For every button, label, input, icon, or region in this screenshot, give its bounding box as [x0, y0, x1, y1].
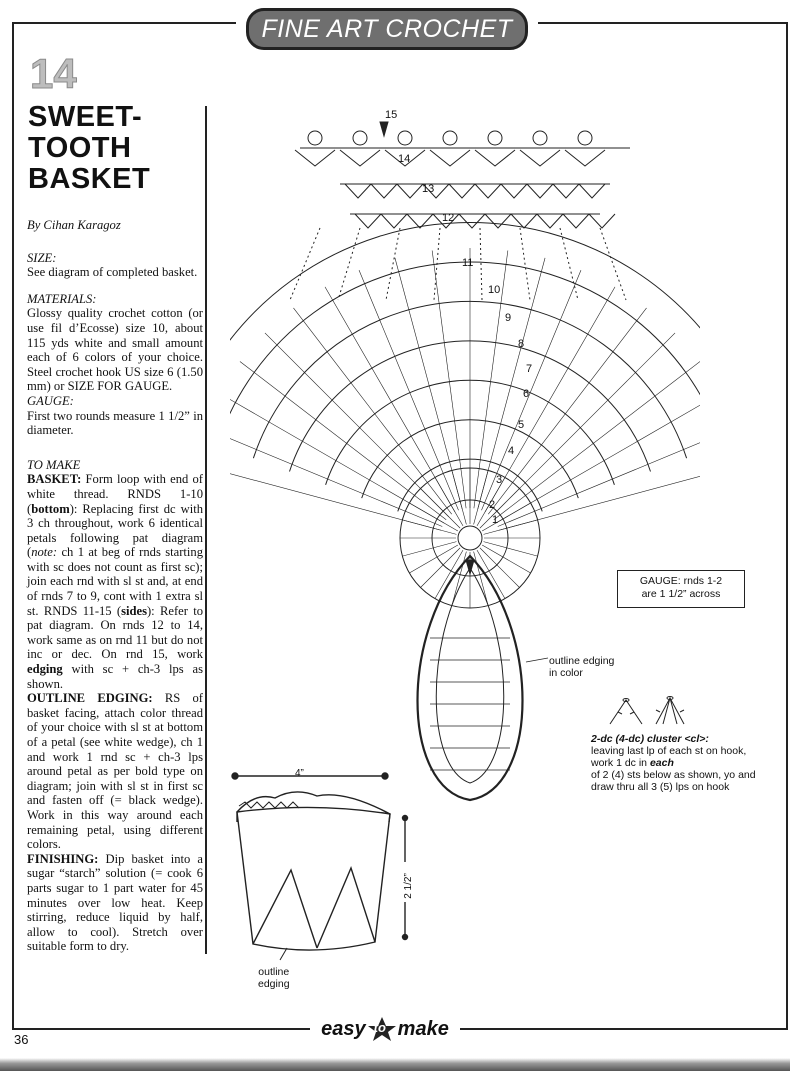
spoke [359, 270, 458, 510]
round-number-label: 8 [518, 338, 525, 350]
footer-rule-left [205, 1028, 305, 1030]
zigzag [381, 214, 407, 228]
cluster-2dc-symbol [610, 700, 642, 724]
round-number-label: 1 [492, 514, 499, 526]
picot [578, 131, 592, 145]
round-number-label: 5 [518, 419, 525, 431]
title-line: BASKET [28, 163, 151, 195]
spoke [432, 250, 466, 508]
zigzag [407, 214, 433, 228]
callout-leader [526, 658, 548, 662]
round-number-label: 12 [442, 212, 455, 224]
header-banner-text: FINE ART CROCHET [261, 14, 513, 43]
scallop [475, 150, 515, 166]
cluster-line: of 2 (4) sts below as shown, yo and draw thru all 3 (5) lps on hook [591, 769, 756, 793]
scallop [430, 150, 470, 166]
picot [398, 131, 412, 145]
basket-wedges [253, 868, 375, 948]
text-run: ): Refer to pat diagram. On rnds 12 to 14, work same as on rnd 11 but do not inc or dec. On rnd 15, work [27, 603, 203, 662]
zigzag [475, 184, 501, 198]
outline-callout [549, 655, 614, 679]
logo-text: easy [321, 1017, 366, 1040]
size-heading: SIZE: [27, 250, 57, 265]
materials-text: Glossy quality crochet cotton (or use fil d’Ecosse) size 10, about 115 yds white and small amount each of 6 colors of your choice. Steel crochet hook US size 6 (1.50 mm) or SIZE FOR GAUGE. [27, 306, 203, 394]
scallop [340, 150, 380, 166]
zigzag [485, 214, 511, 228]
zigzag [527, 184, 553, 198]
round-number-label: 13 [422, 183, 435, 195]
text-run: RS of basket facing, attach color thread of your choice with sl st at bottom of a petal (see white wedge), ch 1 and work 1 rnd sc + ch-3 lps around petal as per bold type on diagram; join with sl st in first sc and fasten off (= black wedge). Work in this way around each remaining petal, using different colors. [27, 691, 203, 852]
gauge-box [617, 570, 745, 608]
picot [443, 131, 457, 145]
center-spoke [480, 489, 520, 529]
round-number-label: 7 [526, 363, 533, 375]
easy-to-make-logo [310, 1014, 460, 1044]
title-line: TOOTH [28, 132, 132, 164]
finishing-paragraph [27, 852, 203, 954]
size-text: See diagram of completed basket. [27, 265, 198, 280]
zigzag [449, 184, 475, 198]
zigzag [355, 214, 381, 228]
connector [480, 228, 482, 300]
spoke [240, 361, 446, 519]
basket-width-label: 4” [295, 768, 304, 779]
pattern-number: 14 [30, 50, 77, 97]
text-run: leaving last lp of each st on hook, work 1 dc in [591, 745, 747, 769]
center-spoke [402, 520, 456, 534]
outline-label: OUTLINE EDGING: [27, 691, 153, 706]
round-number-label: 11 [462, 257, 474, 269]
pattern-title [28, 102, 150, 195]
spoke [498, 427, 700, 526]
picot [308, 131, 322, 145]
round-number-label: 2 [489, 499, 496, 511]
zigzag [589, 214, 615, 228]
center-spoke [402, 542, 456, 556]
round-number-label: 4 [508, 445, 515, 457]
zigzag [459, 214, 485, 228]
center-spoke [421, 489, 461, 529]
spoke [488, 308, 646, 514]
round-arc [230, 223, 700, 432]
black-wedge [380, 122, 388, 136]
picot [488, 131, 502, 145]
text-run: ): Replacing first dc with 3 ch throughout, work 6 identical petals following pat diagram ( [27, 501, 203, 560]
column-divider [205, 106, 207, 954]
scallop [295, 150, 335, 166]
basket-label: BASKET: [27, 472, 82, 487]
outline-paragraph [27, 691, 203, 852]
round-number-label: 10 [488, 284, 501, 296]
star-icon [367, 1016, 397, 1042]
center-ring [458, 526, 482, 550]
label-line: edging [258, 978, 290, 990]
connector [338, 228, 360, 300]
picot [353, 131, 367, 145]
header-banner [246, 8, 528, 50]
connector [520, 228, 530, 300]
round-number-label: 3 [496, 474, 503, 486]
basket-drawing [225, 762, 425, 992]
center-spoke [474, 470, 488, 524]
basket-outline-label [258, 966, 290, 990]
spoke [293, 308, 451, 514]
center-spoke [421, 548, 461, 588]
text-run: note: [31, 545, 58, 560]
author: By Cihan Karagoz [27, 218, 121, 232]
round-arc [230, 262, 700, 445]
zigzag [537, 214, 563, 228]
materials-heading: MATERIALS: [27, 291, 97, 306]
round-number-label: 15 [385, 109, 398, 121]
logo-text: to [373, 1020, 386, 1035]
zigzag [371, 184, 397, 198]
picot [533, 131, 547, 145]
spoke [494, 361, 700, 519]
round-number-label: 6 [523, 388, 530, 400]
page-number: 36 [14, 1032, 29, 1047]
gauge-box-line: are 1 1/2” across [641, 588, 721, 600]
basket-height-label: 2 1/2” [402, 873, 414, 899]
scallop [520, 150, 560, 166]
gauge-heading: GAUGE: [27, 393, 74, 408]
scan-edge [0, 1058, 790, 1071]
text-run: sides [121, 603, 147, 618]
text-run: with sc + ch-3 lps as shown. [27, 662, 203, 691]
zigzag [553, 184, 579, 198]
zigzag [579, 184, 605, 198]
zigzag [345, 184, 371, 198]
label-line: outline [258, 966, 290, 978]
title-line: SWEET- [28, 101, 143, 133]
logo-text: make [397, 1017, 449, 1040]
text-run: Dip basket into a sugar “starch” solution (= cook 6 parts sugar to 1 part water for 45 minutes over low heat. Keep stirring, reduce liquid by half, allow to cool). Stretch over suitable form to dry. [27, 851, 203, 954]
connector [600, 228, 626, 300]
center-spoke [484, 542, 538, 556]
cluster-4dc-symbol [656, 698, 684, 724]
scallop [565, 150, 605, 166]
spoke [499, 463, 700, 530]
text-run: edging [27, 662, 63, 677]
connector [386, 228, 400, 300]
zigzag [397, 184, 423, 198]
text-run: each [649, 757, 674, 769]
zigzag [563, 214, 589, 228]
cluster-title: 2-dc (4-dc) cluster <cl>: [591, 733, 709, 745]
round-number-label: 14 [398, 153, 411, 165]
gauge-box-line: GAUGE: rnds 1-2 [639, 575, 723, 587]
round-number-label: 9 [505, 312, 512, 324]
text-run: bottom [31, 501, 70, 516]
footer-rule-right [462, 1028, 788, 1030]
center-spoke [452, 470, 466, 524]
finishing-label: FINISHING: [27, 851, 99, 866]
connector [290, 228, 320, 300]
spoke [230, 427, 442, 526]
cluster-symbols [600, 690, 710, 730]
basket-outline [237, 807, 390, 950]
basket-paragraph [27, 472, 203, 691]
text-run: ch 1 at beg of rnds starting with sc does not count as first sc); join each rnd with sl st and, at end of rnds 7 to 9, cont with 1 extra sl st. RNDS 11-15 ( [27, 545, 203, 618]
cluster-note [591, 733, 769, 793]
spoke [230, 463, 441, 530]
text-run: Form loop with end of white thread. RNDS 1-10 ( [27, 472, 203, 516]
zigzag [501, 184, 527, 198]
center-spoke [480, 548, 520, 588]
instructions-column [27, 218, 203, 954]
callout-line: outline edging [549, 655, 615, 667]
gauge-text: First two rounds measure 1 1/2” in diameter. [27, 408, 203, 438]
callout-line: in color [549, 667, 583, 679]
to-make-heading: TO MAKE [27, 457, 81, 472]
